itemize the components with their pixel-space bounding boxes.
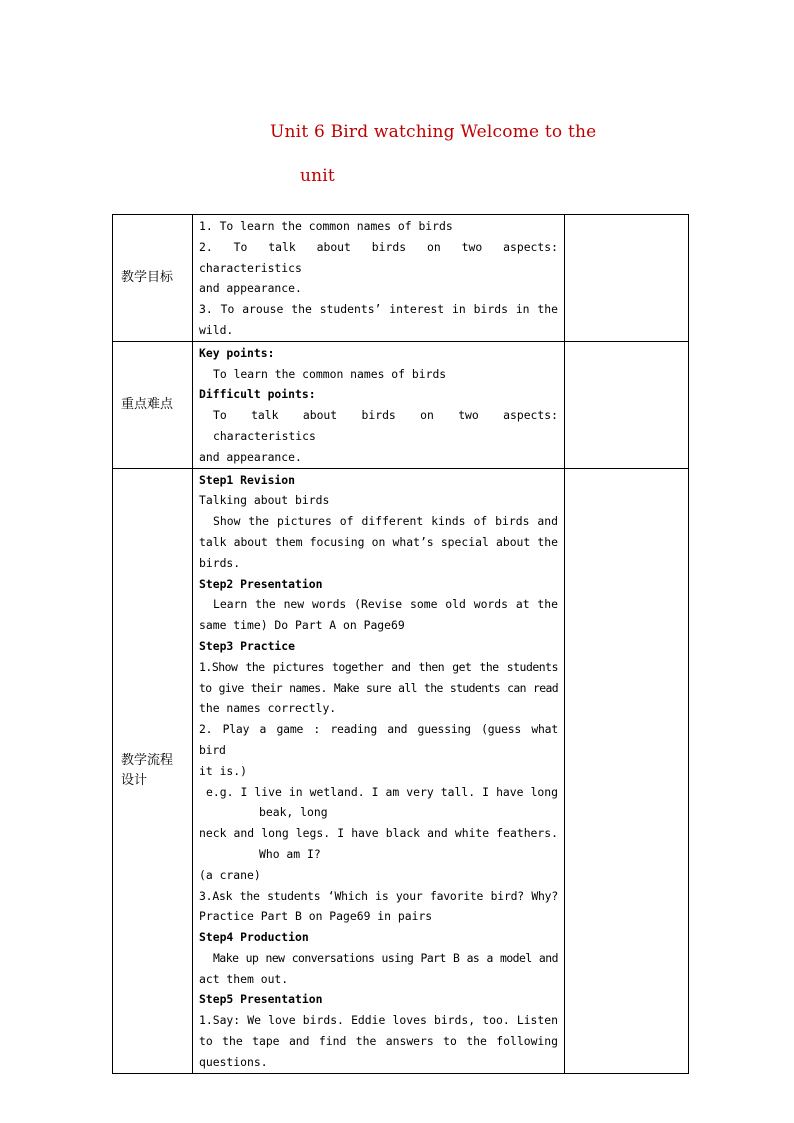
title-line-2: unit [300, 166, 335, 186]
text-line: Make up new conversations using Part B as a model and [213, 950, 558, 965]
text-line: Difficult points: [199, 387, 316, 402]
text-line: 1. To learn the common names of birds [199, 219, 453, 233]
text-line: to the tape and find the answers to the following [199, 1034, 558, 1049]
label-line: 教学流程 [121, 752, 174, 768]
table-row-key-points [113, 341, 689, 468]
text-line: 2. Play a game : reading and guessing (guess what bird [199, 722, 558, 757]
text-line: beak, long [259, 805, 328, 820]
row-label-procedure [113, 468, 193, 1073]
text-line: wild. [199, 322, 234, 337]
text-line: 2. To talk about birds on two aspects: characteristics [199, 239, 558, 275]
text-line: questions. [199, 1054, 268, 1069]
text-line: Step2 Presentation [199, 576, 323, 591]
table-row-procedure [113, 468, 689, 1073]
text-line: the names correctly. [199, 701, 337, 716]
text-line: Step4 Production [199, 930, 309, 945]
text-line: (a crane) [199, 867, 261, 882]
text-line: act them out. [199, 971, 289, 986]
text-line: neck and long legs. I have black and white feathers. [199, 826, 558, 841]
label-line: 设计 [121, 772, 148, 788]
text-line: e.g. I live in wetland. I am very tall. I have long [206, 784, 558, 799]
text-line: to give their names. Make sure all the students can read [199, 680, 558, 695]
text-line: Show the pictures of different kinds of birds and [213, 514, 558, 529]
text-line: Key points: [199, 345, 275, 360]
text-line: 1.Show the pictures together and then get the students [199, 659, 558, 674]
row-label-key-points: 重点难点 [113, 341, 193, 468]
text-line: 3. To arouse the students’ interest in birds in the [199, 302, 558, 317]
text-line: it is.) [199, 763, 248, 778]
notes-cell [565, 341, 689, 468]
row-label-objectives: 教学目标 [113, 215, 193, 342]
notes-cell [565, 468, 689, 1073]
notes-cell [565, 215, 689, 342]
table-row-objectives [113, 215, 689, 342]
procedure-content [193, 468, 565, 1073]
text-line: 3.Ask the students ‘Which is your favorite bird? Why? [199, 888, 558, 903]
title-line-1: Unit 6 Bird watching Welcome to the [270, 122, 597, 142]
text-line: Step3 Practice [199, 638, 296, 653]
text-line: To talk about birds on two aspects: characteristics [213, 408, 558, 443]
text-line: and appearance. [199, 449, 302, 464]
text-line: talk about them focusing on what’s special about the [199, 534, 558, 549]
text-line: and appearance. [199, 281, 302, 296]
text-line: To learn the common names of birds [213, 366, 447, 381]
text-line: Step1 Revision [199, 472, 296, 487]
lesson-plan-table [112, 214, 689, 1074]
text-line: Learn the new words (Revise some old words at the [213, 597, 558, 612]
key-points-content [193, 341, 565, 468]
text-line: Who am I? [259, 846, 321, 861]
text-line: birds. [199, 555, 241, 570]
text-line: 1.Say: We love birds. Eddie loves birds, too. Listen [199, 1013, 558, 1028]
objectives-content [193, 215, 565, 342]
text-line: Practice Part B on Page69 in pairs [199, 909, 433, 924]
text-line: Talking about birds [199, 493, 330, 508]
text-line: same time) Do Part A on Page69 [199, 618, 405, 633]
text-line: Step5 Presentation [199, 992, 323, 1007]
